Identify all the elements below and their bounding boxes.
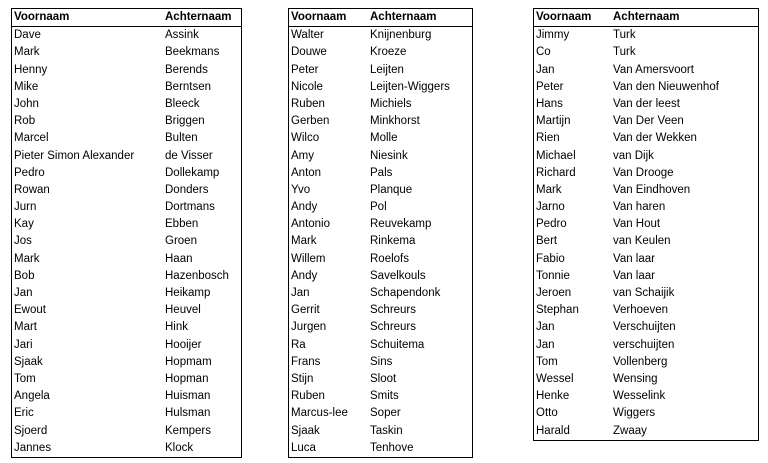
cell-achternaam: Van Hout <box>613 218 661 231</box>
table-row <box>12 337 241 354</box>
table-row <box>289 199 472 216</box>
table-row <box>534 79 758 96</box>
table-row <box>289 182 472 199</box>
cell-achternaam: Knijnenburg <box>370 29 432 42</box>
table-row <box>289 423 472 440</box>
table-row <box>534 251 758 268</box>
header-voornaam: Voornaam <box>14 11 70 23</box>
cell-achternaam: van Schaijik <box>613 287 675 299</box>
cell-achternaam: Van Amersvoort <box>613 63 694 76</box>
table-row <box>12 216 241 233</box>
cell-voornaam: Wessel <box>536 372 574 385</box>
cell-voornaam: Ruben <box>291 390 325 403</box>
cell-achternaam: Schreurs <box>370 304 417 317</box>
table-row <box>289 440 472 457</box>
cell-achternaam: Donders <box>165 183 209 196</box>
table-row <box>12 27 241 44</box>
cell-voornaam: Anton <box>291 166 322 179</box>
cell-voornaam: Pieter Simon Alexander <box>14 149 135 162</box>
table-row <box>12 233 241 250</box>
cell-achternaam: Hink <box>165 321 189 334</box>
table-row <box>289 302 472 319</box>
cell-achternaam: Wensing <box>613 372 658 385</box>
table-row <box>12 79 241 96</box>
table-row <box>12 285 241 302</box>
cell-voornaam: Bob <box>14 269 35 282</box>
cell-voornaam: Pedro <box>14 166 45 179</box>
cell-achternaam: Huisman <box>165 390 211 403</box>
table-row <box>534 148 758 165</box>
table-row <box>534 371 758 388</box>
cell-voornaam: Amy <box>291 149 314 162</box>
cell-voornaam: Rowan <box>14 183 50 196</box>
cell-voornaam: Luca <box>291 441 316 454</box>
cell-voornaam: Jan <box>536 321 555 334</box>
table-row <box>534 27 758 44</box>
cell-achternaam: Rinkema <box>370 235 416 248</box>
cell-voornaam: Andy <box>291 269 318 282</box>
table-row <box>289 113 472 130</box>
cell-achternaam: Bulten <box>165 132 198 145</box>
table-row <box>289 96 472 113</box>
table-row <box>12 62 241 79</box>
table-row <box>12 371 241 388</box>
table-row <box>12 199 241 216</box>
cell-voornaam: Martijn <box>536 115 571 128</box>
cell-achternaam: Groen <box>165 235 197 248</box>
cell-achternaam: Berntsen <box>165 80 212 93</box>
cell-voornaam: Mark <box>14 46 40 59</box>
table-row <box>12 354 241 371</box>
table-row <box>289 233 472 250</box>
table-row <box>289 388 472 405</box>
names-table-3 <box>533 8 759 441</box>
table-row <box>12 148 241 165</box>
table-row <box>289 251 472 268</box>
cell-achternaam: Vollenberg <box>613 355 668 368</box>
cell-achternaam: Tenhove <box>370 441 414 454</box>
cell-achternaam: Klock <box>165 441 194 454</box>
cell-voornaam: Mike <box>14 80 39 93</box>
cell-voornaam: Jimmy <box>536 29 570 42</box>
table-row <box>534 113 758 130</box>
table-row <box>534 388 758 405</box>
cell-voornaam: Bert <box>536 235 558 248</box>
cell-achternaam: Heikamp <box>165 287 211 299</box>
cell-voornaam: Sjaak <box>291 424 320 437</box>
cell-voornaam: Marcel <box>14 132 49 145</box>
cell-achternaam: Hopman <box>165 372 209 385</box>
cell-voornaam: Peter <box>291 63 319 76</box>
cell-voornaam: Mark <box>536 183 562 196</box>
header-achternaam: Achternaam <box>613 11 680 23</box>
cell-voornaam: Mark <box>291 235 317 248</box>
cell-voornaam: Harald <box>536 424 570 437</box>
cell-achternaam: Leijten <box>370 63 404 76</box>
table-header <box>289 9 472 27</box>
cell-achternaam: Berends <box>165 63 208 76</box>
table-row <box>289 285 472 302</box>
header-voornaam: Voornaam <box>291 11 347 23</box>
table-row <box>534 182 758 199</box>
cell-achternaam: Kroeze <box>370 46 407 59</box>
cell-achternaam: Hazenbosch <box>165 269 229 282</box>
cell-achternaam: Taskin <box>370 424 403 437</box>
cell-voornaam: Stijn <box>291 372 314 385</box>
cell-voornaam: Jeroen <box>536 287 572 299</box>
cell-voornaam: Co <box>536 46 551 59</box>
cell-voornaam: Frans <box>291 355 321 368</box>
cell-achternaam: Hulsman <box>165 407 211 420</box>
cell-achternaam: Michiels <box>370 97 412 110</box>
cell-achternaam: de Visser <box>165 149 213 162</box>
table-row <box>12 440 241 457</box>
table-row <box>534 199 758 216</box>
cell-voornaam: Otto <box>536 407 558 420</box>
cell-voornaam: Rien <box>536 132 560 145</box>
cell-voornaam: Jan <box>14 287 33 299</box>
cell-achternaam: van Dijk <box>613 149 654 162</box>
table-row <box>289 165 472 182</box>
table-row <box>12 268 241 285</box>
table-row <box>534 130 758 147</box>
cell-voornaam: Dave <box>14 29 41 42</box>
cell-voornaam: Kay <box>14 218 34 231</box>
cell-voornaam: Douwe <box>291 46 327 59</box>
table-row <box>12 130 241 147</box>
cell-achternaam: Wesselink <box>613 390 666 403</box>
cell-voornaam: Jannes <box>14 441 52 454</box>
cell-achternaam: Smits <box>370 390 399 403</box>
table-row <box>289 44 472 61</box>
cell-achternaam: Dollekamp <box>165 166 220 179</box>
header-achternaam: Achternaam <box>370 11 437 23</box>
cell-voornaam: Antonio <box>291 218 331 231</box>
table-row <box>289 405 472 422</box>
table-row <box>534 405 758 422</box>
cell-achternaam: Hopmam <box>165 355 212 368</box>
table-row <box>534 354 758 371</box>
cell-achternaam: Heuvel <box>165 304 201 317</box>
cell-voornaam: Jari <box>14 338 33 351</box>
table-row <box>534 233 758 250</box>
table-row <box>534 268 758 285</box>
cell-achternaam: Bleeck <box>165 97 200 110</box>
cell-voornaam: Henke <box>536 390 570 403</box>
table-row <box>12 113 241 130</box>
cell-achternaam: van Keulen <box>613 235 671 248</box>
cell-voornaam: Mark <box>14 252 40 265</box>
cell-achternaam: Assink <box>165 29 199 42</box>
cell-achternaam: verschuijten <box>613 338 675 351</box>
table-row <box>534 44 758 61</box>
cell-voornaam: Yvo <box>291 183 311 196</box>
cell-achternaam: Savelkouls <box>370 269 426 282</box>
table-row <box>12 44 241 61</box>
names-table-1 <box>11 8 242 458</box>
table-row <box>289 319 472 336</box>
cell-voornaam: John <box>14 97 39 110</box>
table-row <box>534 165 758 182</box>
cell-voornaam: Gerrit <box>291 304 320 317</box>
cell-voornaam: Pedro <box>536 218 567 231</box>
cell-voornaam: Nicole <box>291 80 323 93</box>
table-row <box>289 371 472 388</box>
cell-achternaam: Van laar <box>613 252 655 265</box>
table-row <box>12 319 241 336</box>
cell-achternaam: Van der Wekken <box>613 132 697 145</box>
cell-voornaam: Wilco <box>291 132 320 145</box>
cell-achternaam: Van Drooge <box>613 166 674 179</box>
cell-voornaam: Henny <box>14 63 48 76</box>
cell-achternaam: Van den Nieuwenhof <box>613 80 719 93</box>
cell-achternaam: Minkhorst <box>370 115 420 128</box>
cell-voornaam: Tonnie <box>536 269 570 282</box>
cell-voornaam: Jarno <box>536 201 565 214</box>
cell-achternaam: Briggen <box>165 115 205 128</box>
cell-voornaam: Ewout <box>14 304 46 317</box>
table-row <box>534 302 758 319</box>
cell-achternaam: Dortmans <box>165 201 215 214</box>
cell-voornaam: Jan <box>291 287 310 299</box>
cell-achternaam: Roelofs <box>370 252 409 265</box>
table-row <box>534 319 758 336</box>
cell-voornaam: Rob <box>14 115 36 128</box>
cell-achternaam: Sloot <box>370 372 397 385</box>
names-table-2 <box>288 8 473 458</box>
cell-voornaam: Angela <box>14 390 50 403</box>
cell-achternaam: Zwaay <box>613 424 647 437</box>
cell-voornaam: Hans <box>536 97 563 110</box>
cell-voornaam: Michael <box>536 149 576 162</box>
cell-voornaam: Gerben <box>291 115 330 128</box>
cell-achternaam: Wiggers <box>613 407 656 420</box>
cell-voornaam: Ra <box>291 338 306 351</box>
table-row <box>12 423 241 440</box>
cell-achternaam: Haan <box>165 252 193 265</box>
cell-achternaam: Kempers <box>165 424 212 437</box>
cell-achternaam: Turk <box>613 29 636 42</box>
cell-voornaam: Tom <box>14 372 36 385</box>
cell-achternaam: Ebben <box>165 218 199 231</box>
table-row <box>534 285 758 302</box>
table-row <box>289 130 472 147</box>
cell-voornaam: Willem <box>291 252 326 265</box>
table-row <box>534 216 758 233</box>
cell-voornaam: Jan <box>536 338 555 351</box>
cell-voornaam: Tom <box>536 355 558 368</box>
cell-achternaam: Pals <box>370 166 393 179</box>
cell-achternaam: Planque <box>370 183 413 196</box>
cell-achternaam: Schuitema <box>370 338 425 351</box>
cell-voornaam: Sjoerd <box>14 424 48 437</box>
cell-achternaam: Hooijer <box>165 338 202 351</box>
table-row <box>12 182 241 199</box>
table-row <box>534 423 758 440</box>
table-row <box>534 62 758 79</box>
table-row <box>289 268 472 285</box>
cell-voornaam: Sjaak <box>14 355 43 368</box>
table-row <box>289 148 472 165</box>
table-row <box>12 405 241 422</box>
cell-voornaam: Jos <box>14 235 32 248</box>
table-row <box>289 216 472 233</box>
table-header <box>12 9 241 27</box>
cell-achternaam: Verhoeven <box>613 304 668 317</box>
cell-voornaam: Walter <box>291 29 324 42</box>
cell-voornaam: Ruben <box>291 97 325 110</box>
cell-achternaam: Van laar <box>613 269 655 282</box>
table-row <box>289 337 472 354</box>
cell-voornaam: Andy <box>291 201 318 214</box>
table-row <box>289 27 472 44</box>
cell-achternaam: Soper <box>370 407 401 420</box>
cell-achternaam: Schapendonk <box>370 287 441 299</box>
cell-voornaam: Mart <box>14 321 37 334</box>
cell-voornaam: Eric <box>14 407 34 420</box>
cell-achternaam: Van der leest <box>613 97 680 110</box>
table-row <box>289 79 472 96</box>
header-achternaam: Achternaam <box>165 11 232 23</box>
table-row <box>12 302 241 319</box>
cell-voornaam: Richard <box>536 166 576 179</box>
cell-achternaam: Van Der Veen <box>613 115 684 128</box>
cell-achternaam: Pol <box>370 201 387 214</box>
cell-voornaam: Jan <box>536 63 555 76</box>
table-row <box>289 354 472 371</box>
cell-achternaam: Sins <box>370 355 393 368</box>
table-row <box>534 337 758 354</box>
table-row <box>12 388 241 405</box>
cell-achternaam: Beekmans <box>165 46 220 59</box>
cell-achternaam: Molle <box>370 132 398 145</box>
cell-voornaam: Jurn <box>14 201 37 214</box>
cell-achternaam: Turk <box>613 46 636 59</box>
table-row <box>12 251 241 268</box>
cell-achternaam: Schreurs <box>370 321 417 334</box>
cell-voornaam: Fabio <box>536 252 565 265</box>
table-row <box>534 96 758 113</box>
cell-achternaam: Verschuijten <box>613 321 676 334</box>
cell-achternaam: Niesink <box>370 149 408 162</box>
cell-achternaam: Van haren <box>613 201 666 214</box>
cell-voornaam: Peter <box>536 80 564 93</box>
table-row <box>289 62 472 79</box>
cell-achternaam: Van Eindhoven <box>613 183 691 196</box>
table-header <box>534 9 758 27</box>
table-row <box>12 96 241 113</box>
header-voornaam: Voornaam <box>536 11 592 23</box>
cell-voornaam: Jurgen <box>291 321 327 334</box>
cell-achternaam: Reuvekamp <box>370 218 432 231</box>
cell-voornaam: Stephan <box>536 304 579 317</box>
cell-voornaam: Marcus-lee <box>291 407 348 420</box>
cell-achternaam: Leijten-Wiggers <box>370 80 450 93</box>
table-row <box>12 165 241 182</box>
